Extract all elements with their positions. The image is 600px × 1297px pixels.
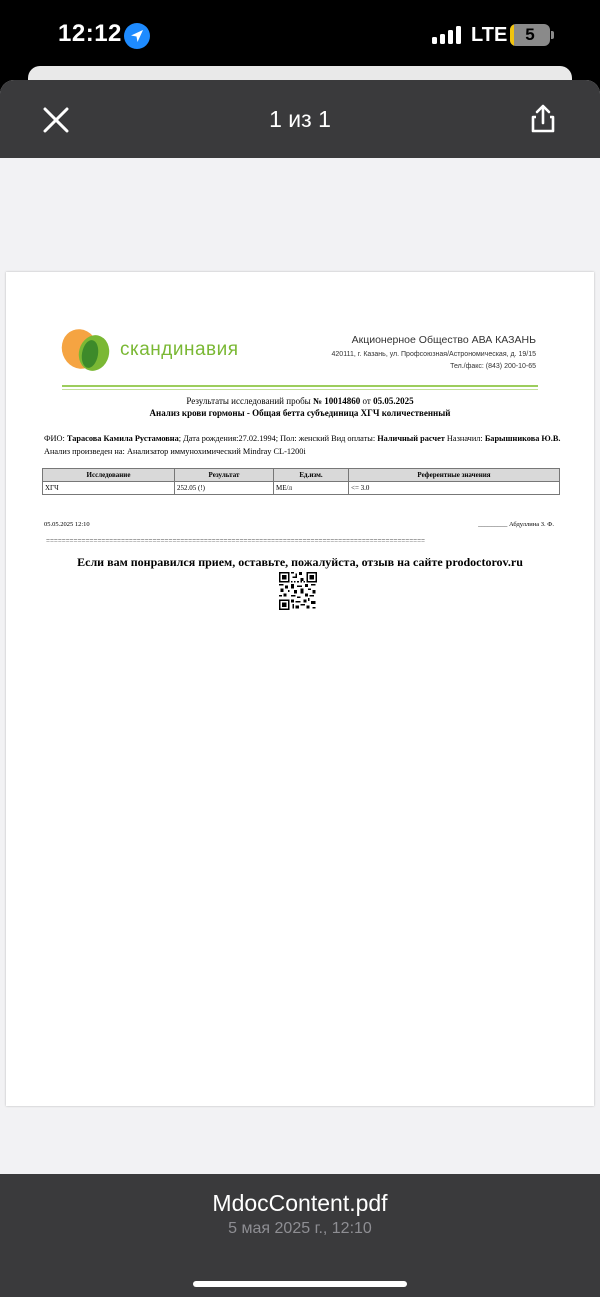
col-unit: Ед.изм. <box>274 469 349 482</box>
share-icon <box>526 102 560 136</box>
report-datetime: 05.05.2025 12:10 <box>44 521 90 528</box>
feedback-text: Если вам понравился прием, оставьте, пожалуйста, отзыв на сайте prodoctorov.ru <box>77 555 523 569</box>
org-phone: Тел./факс: (843) 200-10-65 <box>450 363 536 370</box>
location-arrow-icon <box>124 23 150 49</box>
network-type: LTE <box>471 24 508 46</box>
page-indicator: 1 из 1 <box>269 106 331 132</box>
home-indicator[interactable] <box>193 1281 407 1287</box>
signature: _________ Абдуллина З. Ф. <box>478 521 554 528</box>
viewer-toolbar <box>0 80 600 158</box>
cellular-signal-icon <box>432 26 464 44</box>
col-result: Результат <box>175 469 274 482</box>
battery-icon <box>510 24 550 46</box>
file-date: 5 мая 2025 г., 12:10 <box>228 1220 372 1237</box>
battery-level: 5 <box>525 25 535 44</box>
organization-block <box>332 334 536 370</box>
cell-reference: <= 3.0 <box>349 482 560 495</box>
scandinavia-logo-icon <box>60 327 114 373</box>
cell-unit: МЕ/л <box>274 482 349 495</box>
cell-test: ХГЧ <box>43 482 175 495</box>
analysis-subtitle: Анализ крови гормоны - Общая бетта субъединица ХГЧ количественный <box>149 408 451 418</box>
qr-code[interactable] <box>279 572 317 610</box>
col-test: Исследование <box>43 469 175 482</box>
document-viewer <box>0 80 600 1297</box>
org-address: 420111, г. Казань, ул. Профсоюзная/Астрономическая, д. 19/15 <box>331 351 536 358</box>
status-time: 12:12 <box>58 20 122 47</box>
status-bar <box>0 0 600 70</box>
col-reference: Референтные значения <box>349 469 560 482</box>
separator-line: ================================================================================================ <box>46 538 425 545</box>
org-name: Акционерное Общество АВА КАЗАНЬ <box>351 334 536 346</box>
share-button[interactable] <box>526 102 560 136</box>
cell-result: 252.05 (!) <box>175 482 274 495</box>
pdf-page[interactable] <box>6 272 594 1106</box>
brand-name: скандинавия <box>120 339 239 360</box>
file-name: MdocContent.pdf <box>212 1190 388 1216</box>
patient-info: ФИО: Тарасова Камила Рустамовна; Дата рождения:27.02.1994; Пол: женский Вид оплаты: Наличный расчет Назначил: Барышникова Ю.В. Анализ произведен на: Анализатор иммунохимический Mindray CL-1200i <box>44 434 561 456</box>
results-table <box>42 468 560 495</box>
table-row <box>43 482 560 495</box>
file-info-bar <box>0 1174 600 1297</box>
results-title: Результаты исследований пробы № 10014860 от 05.05.2025 <box>186 396 414 406</box>
header-divider <box>62 385 538 387</box>
